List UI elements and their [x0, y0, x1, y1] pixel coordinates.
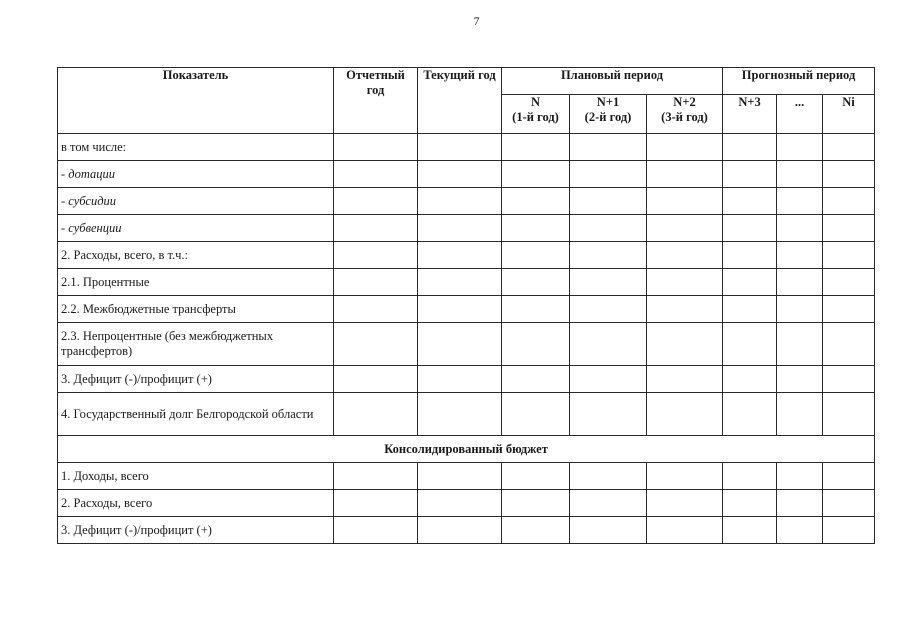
value-cell	[570, 296, 647, 323]
row-label: в том числе:	[58, 134, 334, 161]
row-label: 2. Расходы, всего	[58, 490, 334, 517]
value-cell	[723, 161, 777, 188]
value-cell	[334, 134, 418, 161]
value-cell	[334, 463, 418, 490]
value-cell	[777, 517, 823, 544]
header-forecast-col: ...	[777, 95, 823, 134]
value-cell	[723, 134, 777, 161]
value-cell	[418, 490, 502, 517]
value-cell	[723, 242, 777, 269]
table-row	[58, 161, 875, 188]
value-cell	[418, 269, 502, 296]
value-cell	[723, 269, 777, 296]
value-cell	[823, 463, 875, 490]
table-row	[58, 134, 875, 161]
value-cell	[502, 134, 570, 161]
row-label: 2.1. Процентные	[58, 269, 334, 296]
value-cell	[823, 490, 875, 517]
value-cell	[502, 517, 570, 544]
value-cell	[502, 296, 570, 323]
value-cell	[418, 323, 502, 366]
value-cell	[823, 161, 875, 188]
value-cell	[723, 366, 777, 393]
value-cell	[334, 188, 418, 215]
value-cell	[570, 269, 647, 296]
value-cell	[723, 490, 777, 517]
value-cell	[502, 269, 570, 296]
value-cell	[647, 490, 723, 517]
value-cell	[723, 393, 777, 436]
value-cell	[647, 242, 723, 269]
row-label: - дотации	[58, 161, 334, 188]
value-cell	[823, 242, 875, 269]
value-cell	[418, 188, 502, 215]
table-row	[58, 242, 875, 269]
section-title: Консолидированный бюджет	[58, 436, 875, 463]
row-label: 2. Расходы, всего, в т.ч.:	[58, 242, 334, 269]
value-cell	[334, 517, 418, 544]
table-row	[58, 463, 875, 490]
value-cell	[418, 296, 502, 323]
value-cell	[334, 269, 418, 296]
value-cell	[418, 393, 502, 436]
value-cell	[334, 215, 418, 242]
row-label: 2.2. Межбюджетные трансферты	[58, 296, 334, 323]
row-label: 2.3. Непроцентные (без межбюджетных трансфертов)	[58, 323, 334, 366]
header-planned-col: N+2 (3-й год)	[647, 95, 723, 134]
table-row	[58, 188, 875, 215]
value-cell	[570, 463, 647, 490]
value-cell	[334, 296, 418, 323]
row-label: - субвенции	[58, 215, 334, 242]
value-cell	[777, 161, 823, 188]
header-reporting-year: Отчетный год	[334, 68, 418, 134]
value-cell	[647, 463, 723, 490]
value-cell	[418, 242, 502, 269]
value-cell	[723, 463, 777, 490]
value-cell	[647, 161, 723, 188]
section-row	[58, 436, 875, 463]
value-cell	[777, 296, 823, 323]
value-cell	[823, 296, 875, 323]
header-planned-col: N (1-й год)	[502, 95, 570, 134]
table-row	[58, 393, 875, 436]
value-cell	[777, 393, 823, 436]
value-cell	[823, 134, 875, 161]
value-cell	[723, 188, 777, 215]
table-row	[58, 490, 875, 517]
value-cell	[723, 296, 777, 323]
value-cell	[570, 215, 647, 242]
value-cell	[823, 269, 875, 296]
row-label: 3. Дефицит (-)/профицит (+)	[58, 517, 334, 544]
header-current-year: Текущий год	[418, 68, 502, 134]
value-cell	[823, 393, 875, 436]
value-cell	[570, 393, 647, 436]
value-cell	[777, 188, 823, 215]
value-cell	[647, 517, 723, 544]
row-label: 1. Доходы, всего	[58, 463, 334, 490]
value-cell	[502, 323, 570, 366]
value-cell	[777, 490, 823, 517]
value-cell	[570, 366, 647, 393]
row-label: 4. Государственный долг Белгородской области	[58, 393, 334, 436]
value-cell	[418, 161, 502, 188]
value-cell	[723, 215, 777, 242]
value-cell	[723, 323, 777, 366]
header-forecast-col: Ni	[823, 95, 875, 134]
value-cell	[647, 269, 723, 296]
value-cell	[502, 393, 570, 436]
header-row-1	[58, 68, 875, 95]
table-row	[58, 323, 875, 366]
header-forecast-col: N+3	[723, 95, 777, 134]
value-cell	[777, 366, 823, 393]
value-cell	[570, 323, 647, 366]
value-cell	[418, 134, 502, 161]
page-number: 7	[473, 14, 480, 28]
value-cell	[647, 323, 723, 366]
value-cell	[647, 215, 723, 242]
value-cell	[647, 188, 723, 215]
header-planned-col: N+1 (2-й год)	[570, 95, 647, 134]
value-cell	[823, 323, 875, 366]
value-cell	[334, 161, 418, 188]
value-cell	[647, 296, 723, 323]
value-cell	[823, 366, 875, 393]
table-row	[58, 517, 875, 544]
value-cell	[418, 517, 502, 544]
value-cell	[334, 242, 418, 269]
value-cell	[418, 215, 502, 242]
value-cell	[570, 188, 647, 215]
header-planned-period: Плановый период	[502, 68, 723, 95]
row-label: 3. Дефицит (-)/профицит (+)	[58, 366, 334, 393]
value-cell	[647, 393, 723, 436]
value-cell	[570, 242, 647, 269]
value-cell	[502, 463, 570, 490]
value-cell	[823, 215, 875, 242]
value-cell	[723, 517, 777, 544]
value-cell	[777, 269, 823, 296]
value-cell	[502, 490, 570, 517]
value-cell	[334, 393, 418, 436]
value-cell	[777, 134, 823, 161]
value-cell	[502, 242, 570, 269]
value-cell	[777, 323, 823, 366]
value-cell	[502, 188, 570, 215]
table-row	[58, 366, 875, 393]
value-cell	[502, 366, 570, 393]
value-cell	[334, 323, 418, 366]
table-row	[58, 269, 875, 296]
value-cell	[570, 490, 647, 517]
value-cell	[823, 188, 875, 215]
value-cell	[334, 366, 418, 393]
value-cell	[502, 215, 570, 242]
value-cell	[647, 366, 723, 393]
value-cell	[418, 366, 502, 393]
value-cell	[570, 517, 647, 544]
value-cell	[777, 463, 823, 490]
value-cell	[777, 242, 823, 269]
value-cell	[418, 463, 502, 490]
value-cell	[647, 134, 723, 161]
value-cell	[334, 490, 418, 517]
header-indicator: Показатель	[58, 68, 334, 134]
value-cell	[502, 161, 570, 188]
table-row	[58, 296, 875, 323]
value-cell	[777, 215, 823, 242]
value-cell	[570, 161, 647, 188]
row-label: - субсидии	[58, 188, 334, 215]
value-cell	[823, 517, 875, 544]
header-forecast-period: Прогнозный период	[723, 68, 875, 95]
table-row	[58, 215, 875, 242]
value-cell	[570, 134, 647, 161]
budget-indicators-table	[57, 67, 875, 544]
